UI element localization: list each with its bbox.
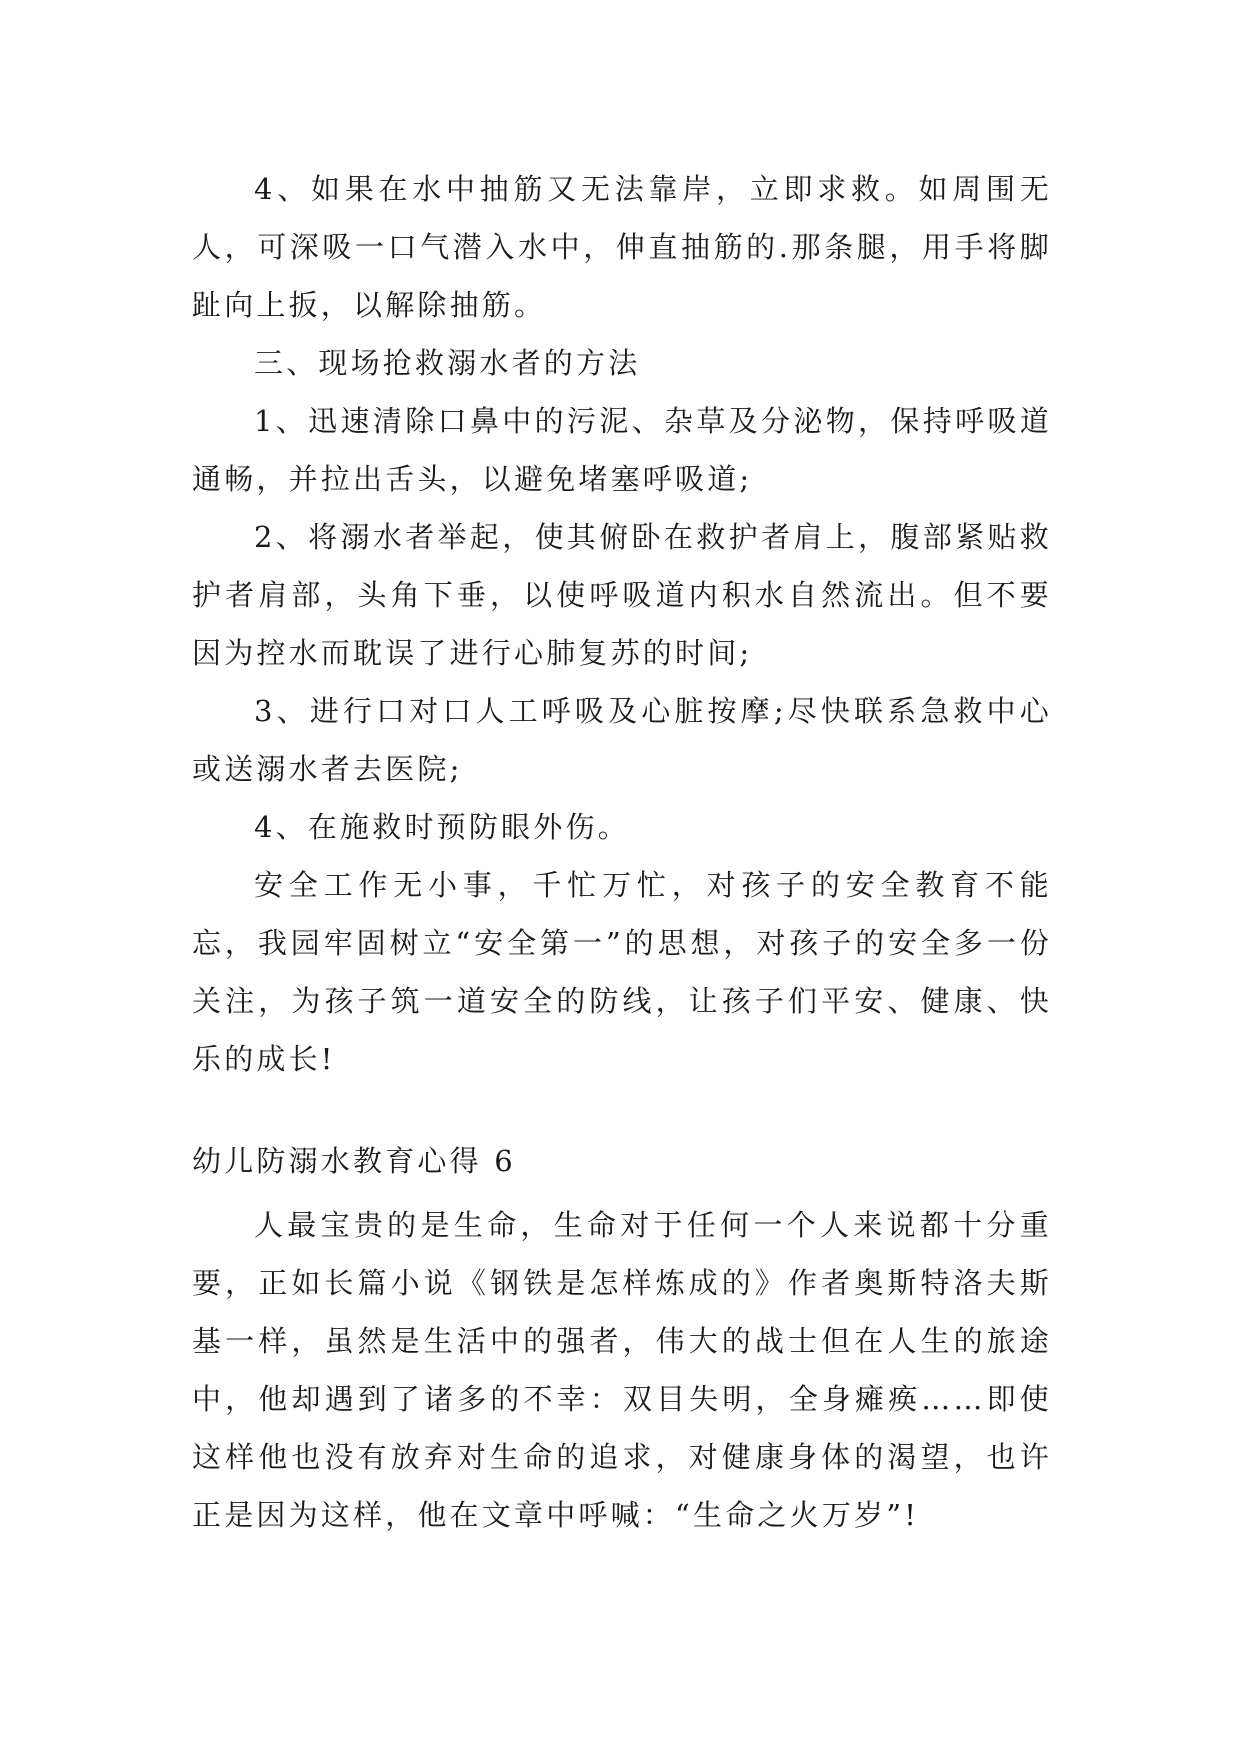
paragraph-value-of-life: 人最宝贵的是生命，生命对于任何一个人来说都十分重要，正如长篇小说《钢铁是怎样炼成的》作者奥斯特洛夫斯基一样，虽然是生活中的强者，伟大的战士但在人生的旅途中，他却遇到了诸多的不幸：双目失明，全身瘫痪……即使这样他也没有放弃对生命的追求，对健康身体的渴望，也许正是因为这样，他在文章中呼喊：“生命之火万岁”! xyxy=(192,1208,1052,1532)
paragraph-clear-airway: 1、迅速清除口鼻中的污泥、杂草及分泌物，保持呼吸道通畅，并拉出舌头，以避免堵塞呼吸道; xyxy=(192,404,1052,496)
paragraph-cramp-rescue: 4、如果在水中抽筋又无法靠岸，立即求救。如周围无人，可深吸一口气潜入水中，伸直抽筋的.那条腿，用手将脚趾向上扳，以解除抽筋。 xyxy=(192,172,1052,322)
section-title: 幼儿防溺水教育心得 6 xyxy=(192,1144,516,1178)
paragraph-safety-summary: 安全工作无小事，千忙万忙，对孩子的安全教育不能忘，我园牢固树立“安全第一”的思想，对孩子的安全多一份关注，为孩子筑一道安全的防线，让孩子们平安、健康、快乐的成长! xyxy=(192,868,1052,1076)
paragraph-drain-water: 2、将溺水者举起，使其俯卧在救护者肩上，腹部紧贴救护者肩部，头角下垂，以使呼吸道内积水自然流出。但不要因为控水而耽误了进行心肺复苏的时间; xyxy=(192,520,1052,670)
paragraph-cpr: 3、进行口对口人工呼吸及心脏按摩;尽快联系急救中心或送溺水者去医院; xyxy=(192,694,1052,786)
paragraph-eye-protection: 4、在施救时预防眼外伤。 xyxy=(254,810,630,844)
paragraph-rescue-methods-heading: 三、现场抢救溺水者的方法 xyxy=(254,346,641,380)
